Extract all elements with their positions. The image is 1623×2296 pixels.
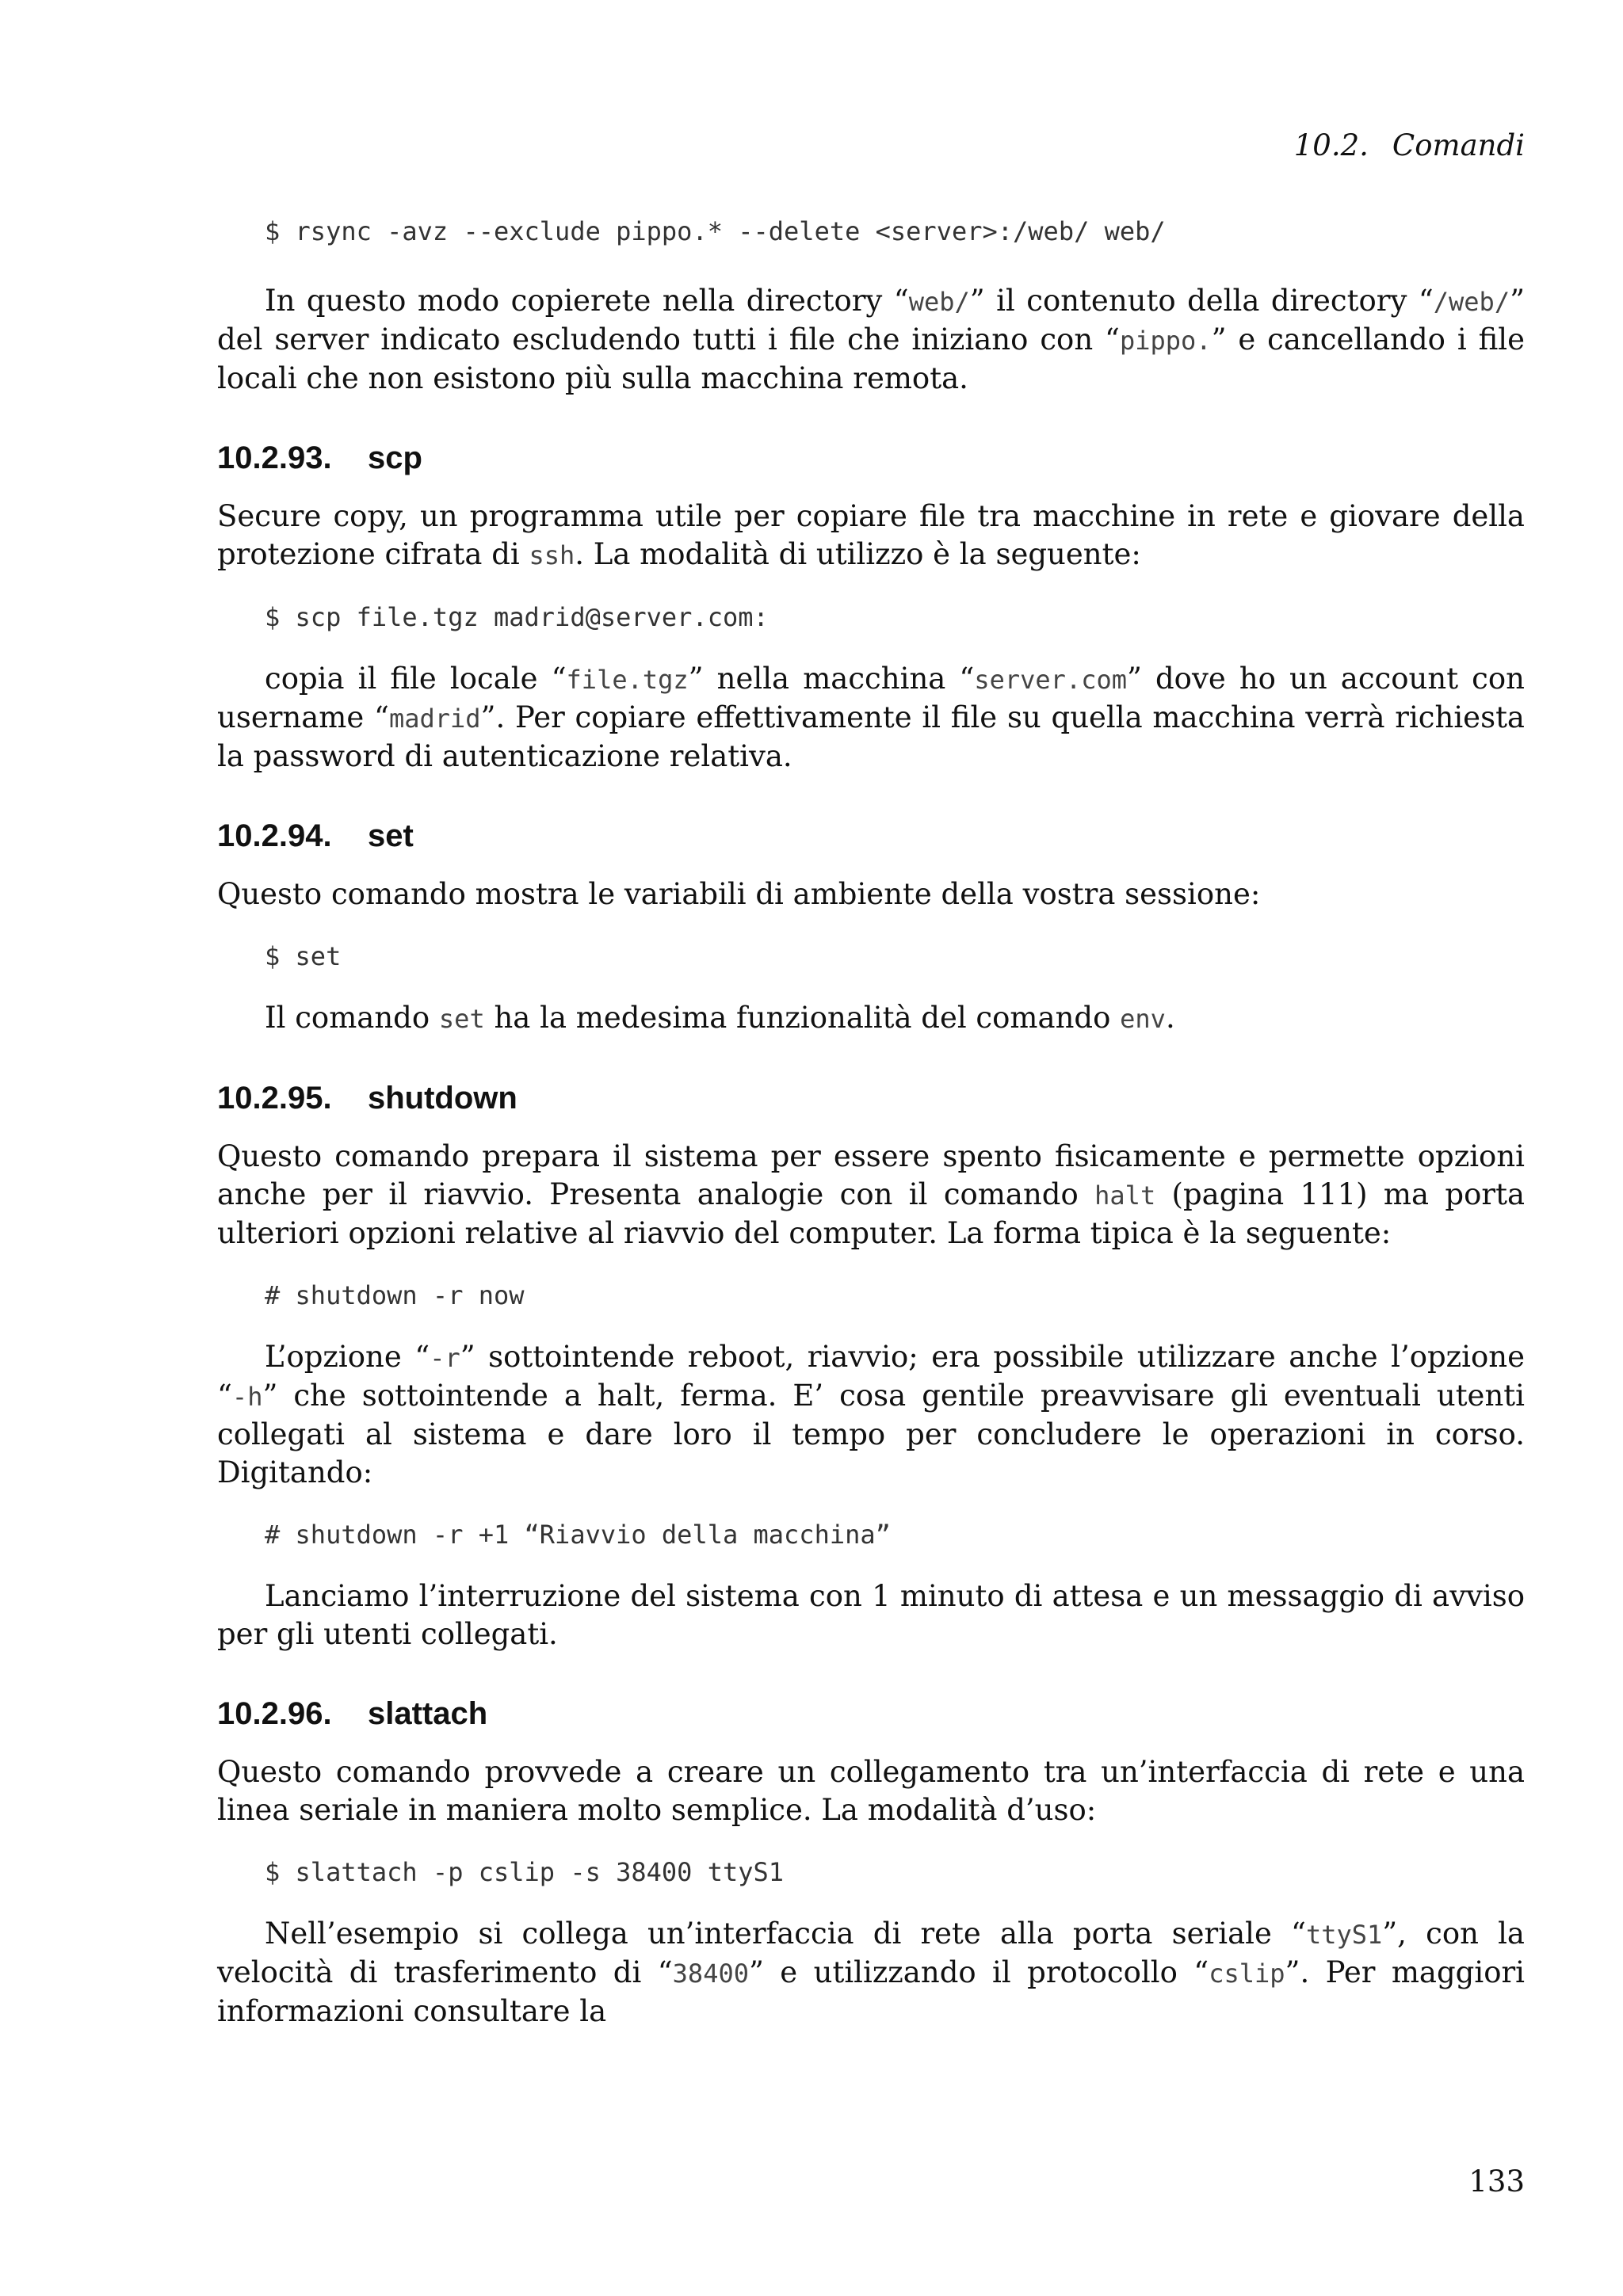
inline-code: web/ (908, 287, 970, 317)
section-heading-scp (217, 437, 1525, 479)
page-number: 133 (1468, 2164, 1525, 2199)
page-content (217, 215, 1525, 2031)
code-shutdown-delay: # shutdown -r +1 “Riavvio della macchina” (265, 1520, 891, 1550)
text: ” nella macchina “ (688, 662, 975, 696)
text: Il comando (265, 1001, 439, 1035)
section-number: 10.2.94. (217, 818, 332, 853)
text: ” e cancellando i file locali che non esistono più sulla macchina remota. (217, 322, 1525, 395)
inline-code: server.com (974, 665, 1127, 695)
header-title: Comandi (1392, 128, 1525, 162)
text: . La modalità di utilizzo è la seguente: (575, 537, 1141, 571)
code-slattach: $ slattach -p cslip -s 38400 ttyS1 (265, 1857, 785, 1887)
section-heading-shutdown (217, 1077, 1525, 1119)
inline-code: -r (430, 1343, 460, 1373)
text: ” il contenuto della directory “ (969, 284, 1434, 318)
text: ”. Per maggiori informazioni consultare la (217, 1955, 1525, 2028)
section-number: 10.2.95. (217, 1081, 332, 1116)
text: ” del server indicato escludendo tutti i file che iniziano con “ (217, 284, 1525, 357)
section-title: set (368, 818, 414, 853)
section-number: 10.2.93. (217, 441, 332, 475)
header-section: 10.2. (1293, 128, 1369, 162)
inline-code: -h (231, 1382, 263, 1412)
text: ” sottointende reboot, riavvio; era possibile utilizzare anche l’opzione “ (217, 1340, 1525, 1413)
text: L’opzione “ (265, 1340, 430, 1374)
text: Secure copy, un programma utile per copiare file tra macchine in rete e giovare della protezione cifrata di (217, 499, 1525, 571)
text: Questo comando prepara il sistema per essere spento fisicamente e permette opzioni anche per il riavvio. Presenta analogie con il comando (217, 1139, 1525, 1211)
text: ” e utilizzando il protocollo “ (748, 1955, 1209, 1989)
inline-code: /web/ (1433, 287, 1510, 317)
paragraph-shutdown-options (217, 1338, 1525, 1492)
code-set: $ set (265, 941, 342, 971)
paragraph-scp-explanation (217, 660, 1525, 776)
text: (pagina 111) ma porta ulteriori opzioni relative al riavvio del computer. La forma tipica è la seguente: (217, 1177, 1526, 1250)
section-title: scp (368, 441, 422, 475)
text: . (1165, 1001, 1175, 1035)
paragraph-rsync-explanation (217, 282, 1525, 398)
section-title: shutdown (368, 1081, 517, 1116)
paragraph-set-explanation (217, 999, 1525, 1038)
text: copia il file locale “ (265, 662, 567, 696)
text: ” dove ho un account con username “ (217, 662, 1525, 734)
paragraph-shutdown-explanation: Lanciamo l’interruzione del sistema con 1 minuto di attesa e un messaggio di avviso per gli utenti collegati. (217, 1579, 1525, 1651)
section-number: 10.2.96. (217, 1696, 332, 1731)
inline-code: ssh (529, 540, 575, 570)
text: In questo modo copierete nella directory “ (265, 284, 909, 318)
text: ” che sottointende a halt, ferma. E’ cosa gentile preavvisare gli eventuali utenti collegati al sistema e dare loro il tempo per concludere le operazioni in corso. Digitando: (217, 1379, 1525, 1489)
inline-code: set (438, 1004, 485, 1034)
inline-code: madrid (388, 704, 481, 734)
paragraph-slattach-explanation (217, 1915, 1525, 2031)
text: ”, con la velocità di trasferimento di “ (217, 1917, 1525, 1989)
text: Nell’esempio si collega un’interfaccia di rete alla porta seriale “ (265, 1917, 1306, 1951)
code-shutdown-now: # shutdown -r now (265, 1280, 525, 1310)
paragraph-shutdown-intro (217, 1138, 1525, 1253)
text: ha la medesima funzionalità del comando (484, 1001, 1121, 1035)
running-header (1294, 128, 1525, 162)
section-title: slattach (368, 1696, 488, 1731)
inline-code: ttyS1 (1305, 1920, 1383, 1950)
inline-code: halt (1094, 1180, 1156, 1211)
code-scp: $ scp file.tgz madrid@server.com: (265, 602, 769, 632)
inline-code: cslip (1209, 1958, 1285, 1989)
code-rsync: $ rsync -avz --exclude pippo.* --delete <server>:/web/ web/ (265, 216, 1166, 246)
section-heading-slattach (217, 1693, 1525, 1734)
inline-code: env (1120, 1004, 1166, 1034)
paragraph-slattach-intro: Questo comando provvede a creare un collegamento tra un’interfaccia di rete e una linea seriale in maniera molto semplice. La modalità d’uso: (217, 1755, 1525, 1827)
inline-code: 38400 (672, 1958, 749, 1989)
paragraph-scp-intro (217, 498, 1525, 574)
inline-code: pippo. (1119, 326, 1212, 356)
text: ”. Per copiare effettivamente il file su quella macchina verrà richiesta la password di autenticazione relativa. (217, 700, 1525, 773)
inline-code: file.tgz (566, 665, 689, 695)
paragraph-set-intro: Questo comando mostra le variabili di ambiente della vostra sessione: (217, 877, 1261, 911)
section-heading-set (217, 815, 1525, 856)
